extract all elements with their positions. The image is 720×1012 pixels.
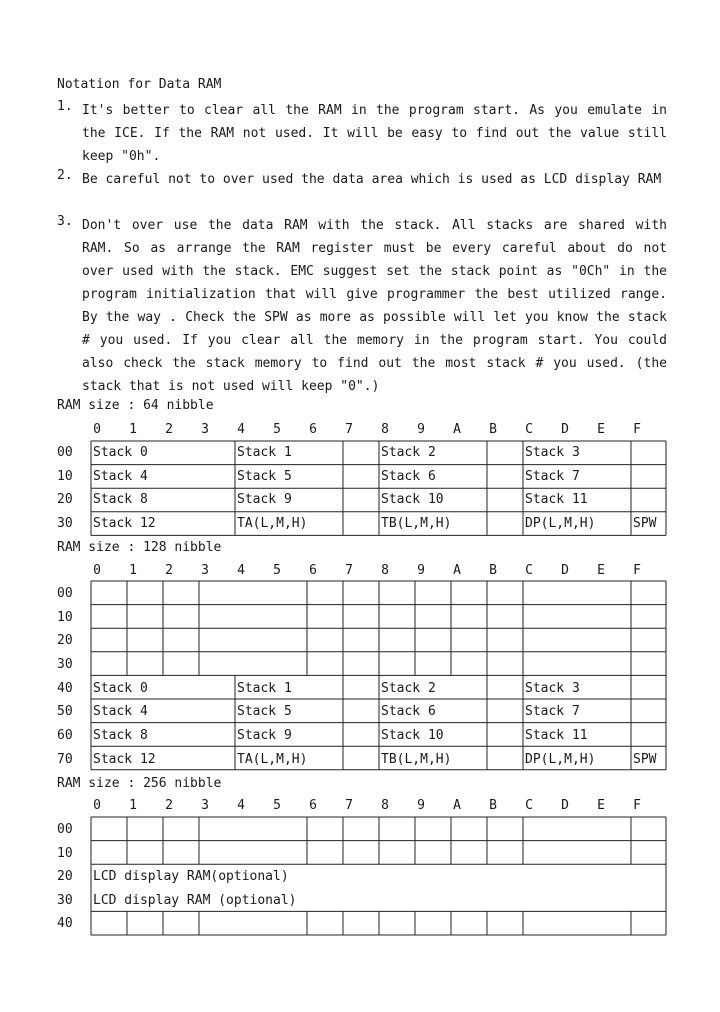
row-address: 00: [57, 586, 73, 601]
hex-column-label: C: [525, 798, 533, 813]
note-number: 3.: [57, 214, 73, 229]
hex-column-label: 3: [201, 798, 209, 813]
ram-cell-label: LCD display RAM (optional): [93, 893, 297, 908]
row-address: 30: [57, 893, 73, 908]
row-address: 20: [57, 633, 73, 648]
row-address: 20: [57, 869, 73, 884]
ram-cell-label: Stack 5: [237, 469, 292, 484]
note-text: Don't over use the data RAM with the stack. All stacks are shared with RAM. So as arrange the RAM register must be every careful about do not over used with the stack. EMC suggest set the stack point as "0Ch" in the program initialization that will give programmer the best utilized range. By the way . Check the SPW as more as possible will let you know the stack # you used. If you clear all the memory in the program start. You could also check the stack memory to find out the most stack # you used. (the stack that is not used will keep "0".): [82, 218, 667, 394]
hex-column-label: A: [453, 422, 461, 437]
hex-column-label: F: [633, 422, 641, 437]
hex-column-label: 3: [201, 422, 209, 437]
hex-column-label: D: [561, 563, 569, 578]
hex-column-label: F: [633, 798, 641, 813]
hex-column-label: 4: [237, 798, 245, 813]
row-address: 00: [57, 822, 73, 837]
ram-cell-label: Stack 8: [93, 492, 148, 507]
ram-cell-label: Stack 7: [525, 704, 580, 719]
note-text: Be careful not to over used the data area which is used as LCD display RAM: [82, 172, 662, 187]
ram-cell-label: LCD display RAM(optional): [93, 869, 289, 884]
note-text: It's better to clear all the RAM in the program start. As you emulate in the ICE. If the RAM not used. It will be easy to find out the value still keep "0h".: [82, 103, 667, 164]
hex-column-label: 0: [93, 422, 101, 437]
ram-cell-label: TA(L,M,H): [237, 516, 308, 531]
ram-cell-label: Stack 10: [381, 728, 444, 743]
note-number: 1.: [57, 99, 73, 114]
row-address: 40: [57, 916, 73, 931]
ram-cell-label: Stack 9: [237, 728, 292, 743]
ram-size-label: RAM size : 256 nibble: [57, 776, 222, 791]
ram-cell-label: Stack 8: [93, 728, 148, 743]
hex-column-label: 2: [165, 798, 173, 813]
ram-cell-label: Stack 9: [237, 492, 292, 507]
ram-cell-label: Stack 0: [93, 445, 148, 460]
row-address: 30: [57, 657, 73, 672]
ram-cell-label: DP(L,M,H): [525, 516, 596, 531]
ram-cell-label: DP(L,M,H): [525, 752, 596, 767]
row-address: 40: [57, 681, 73, 696]
ram-cell-label: Stack 4: [93, 469, 148, 484]
row-address: 60: [57, 728, 73, 743]
ram-cell-label: Stack 7: [525, 469, 580, 484]
hex-column-label: E: [597, 563, 605, 578]
hex-column-label: E: [597, 798, 605, 813]
ram-cell-label: Stack 4: [93, 704, 148, 719]
ram-cell-label: Stack 2: [381, 445, 436, 460]
ram-cell-label: Stack 1: [237, 681, 292, 696]
ram-cell-label: TA(L,M,H): [237, 752, 308, 767]
hex-column-label: B: [489, 798, 497, 813]
page-title: Notation for Data RAM: [57, 77, 222, 92]
ram-cell-label: Stack 2: [381, 681, 436, 696]
row-address: 70: [57, 752, 73, 767]
ram-cell-label: Stack 11: [525, 492, 588, 507]
hex-column-label: C: [525, 563, 533, 578]
hex-column-label: 1: [129, 563, 137, 578]
row-address: 50: [57, 704, 73, 719]
hex-column-label: 5: [273, 798, 281, 813]
hex-column-label: 6: [309, 422, 317, 437]
note-number: 2.: [57, 168, 73, 183]
ram-cell-label: Stack 0: [93, 681, 148, 696]
hex-column-label: 9: [417, 422, 425, 437]
hex-column-label: 1: [129, 798, 137, 813]
ram-size-label: RAM size : 128 nibble: [57, 540, 222, 555]
row-address: 00: [57, 445, 73, 460]
ram-cell-label: TB(L,M,H): [381, 752, 452, 767]
hex-column-label: 4: [237, 563, 245, 578]
hex-column-label: 6: [309, 563, 317, 578]
hex-column-label: D: [561, 422, 569, 437]
hex-column-label: 0: [93, 798, 101, 813]
ram-cell-label: TB(L,M,H): [381, 516, 452, 531]
hex-column-label: 2: [165, 563, 173, 578]
ram-cell-label: Stack 6: [381, 469, 436, 484]
hex-column-label: 5: [273, 563, 281, 578]
hex-column-label: 8: [381, 422, 389, 437]
ram-cell-label: Stack 11: [525, 728, 588, 743]
ram-cell-label: Stack 6: [381, 704, 436, 719]
hex-column-label: 2: [165, 422, 173, 437]
row-address: 10: [57, 610, 73, 625]
ram-cell-label: Stack 10: [381, 492, 444, 507]
row-address: 30: [57, 516, 73, 531]
ram-cell-label: SPW: [633, 752, 657, 767]
hex-column-label: 5: [273, 422, 281, 437]
hex-column-label: 0: [93, 563, 101, 578]
hex-column-label: 7: [345, 798, 353, 813]
ram-size-label: RAM size : 64 nibble: [57, 398, 214, 413]
ram-cell-label: SPW: [633, 516, 657, 531]
ram-cell-label: Stack 12: [93, 516, 156, 531]
hex-column-label: 9: [417, 798, 425, 813]
ram-cell-label: Stack 3: [525, 681, 580, 696]
row-address: 10: [57, 846, 73, 861]
row-address: 10: [57, 469, 73, 484]
hex-column-label: F: [633, 563, 641, 578]
ram-cell-label: Stack 12: [93, 752, 156, 767]
hex-column-label: B: [489, 422, 497, 437]
hex-column-label: A: [453, 798, 461, 813]
hex-column-label: B: [489, 563, 497, 578]
hex-column-label: 8: [381, 798, 389, 813]
ram-cell-label: Stack 1: [237, 445, 292, 460]
hex-column-label: D: [561, 798, 569, 813]
hex-column-label: 3: [201, 563, 209, 578]
hex-column-label: 7: [345, 563, 353, 578]
ram-cell-label: Stack 3: [525, 445, 580, 460]
hex-column-label: 1: [129, 422, 137, 437]
hex-column-label: 6: [309, 798, 317, 813]
hex-column-label: 8: [381, 563, 389, 578]
hex-column-label: 4: [237, 422, 245, 437]
hex-column-label: 7: [345, 422, 353, 437]
hex-column-label: C: [525, 422, 533, 437]
hex-column-label: 9: [417, 563, 425, 578]
hex-column-label: A: [453, 563, 461, 578]
row-address: 20: [57, 492, 73, 507]
ram-cell-label: Stack 5: [237, 704, 292, 719]
hex-column-label: E: [597, 422, 605, 437]
